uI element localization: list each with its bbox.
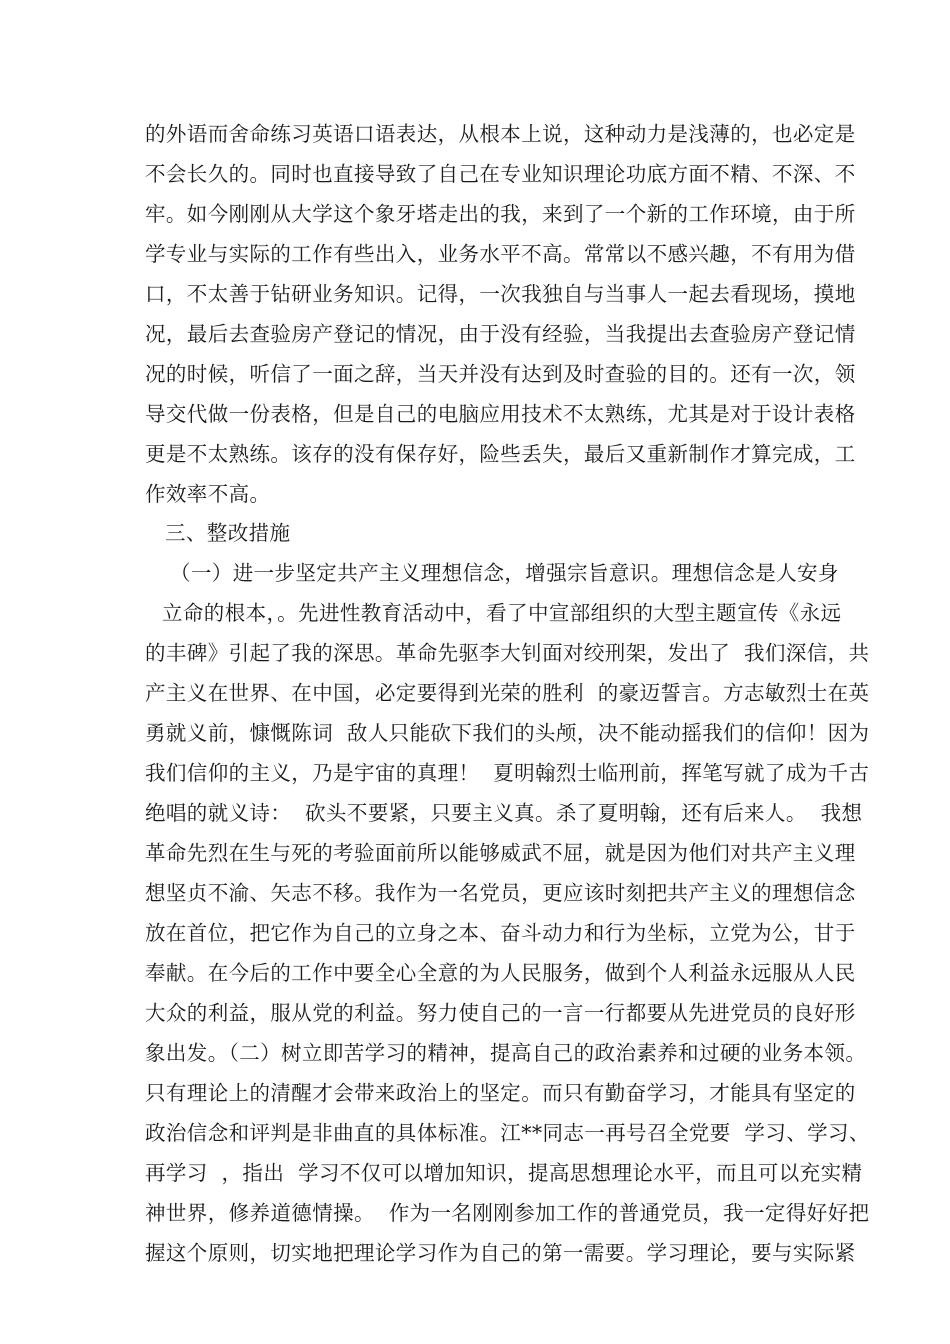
text-line: 我们信仰的主义，乃是宇宙的真理！ 夏明翰烈士临刑前，挥笔写就了成为千古 (145, 761, 870, 785)
text-line: 想坚贞不渝、矢志不移。我作为一名党员，更应该时刻把共产主义的理想信念 (145, 881, 856, 905)
text-line: 绝唱的就义诗： 砍头不要紧，只要主义真。杀了夏明翰，还有后来人。 我想 (145, 801, 863, 825)
text-line: 更是不太熟练。该存的没有保存好，险些丢失，最后又重新制作才算完成，工 (145, 442, 856, 466)
text-line: 象出发。（二）树立即苦学习的精神，提高自己的政治素养和过硬的业务本领。 (145, 1041, 867, 1065)
text-line: 况的时候，听信了一面之辞，当天并没有达到及时查验的目的。还有一次，领 (145, 362, 856, 386)
text-line: 勇就义前，慷慨陈词 敌人只能砍下我们的头颅，决不能动摇我们的信仰！因为 (145, 721, 870, 745)
text-line: 神世界，修养道德情操。 作为一名刚刚参加工作的普通党员，我一定得好好把 (145, 1201, 870, 1225)
text-line: 不会长久的。同时也直接导致了自己在专业知识理论功底方面不精、不深、不 (145, 162, 856, 186)
text-line: 的丰碑》引起了我的深思。革命先驱李大钊面对绞刑架，发出了 我们深信，共 (145, 641, 870, 665)
text-line: 奉献。在今后的工作中要全心全意的为人民服务，做到个人利益永远服从人民 (145, 961, 856, 985)
section-heading: 三、整改措施 (165, 521, 291, 545)
text-line: 大众的利益，服从党的利益。努力使自己的一言一行都要从先进党员的良好形 (145, 1001, 856, 1025)
text-line: 学专业与实际的工作有些出入，业务水平不高。常常以不感兴趣，不有用为借 (145, 242, 856, 266)
text-line: 口，不太善于钻研业务知识。记得，一次我独自与当事人一起去看现场，摸地 (145, 282, 856, 306)
text-line: 立命的根本，。先进性教育活动中，看了中宣部组织的大型主题宣传《永远 (162, 601, 842, 625)
text-line: 况，最后去查验房产登记的情况，由于没有经验，当我提出去查验房产登记情 (145, 322, 856, 346)
text-line: 再学习 ，指出 学习不仅可以增加知识，提高思想理论水平，而且可以充实精 (145, 1161, 863, 1185)
text-line: 只有理论上的清醒才会带来政治上的坚定。而只有勤奋学习，才能具有坚定的 (145, 1081, 856, 1105)
text-line: 牢。如今刚刚从大学这个象牙塔走出的我，来到了一个新的工作环境，由于所 (145, 202, 856, 226)
text-line: 政治信念和评判是非曲直的具体标准。江**同志一再号召全党要 学习、学习、 (145, 1121, 870, 1145)
text-line: 放在首位，把它作为自己的立身之本、奋斗动力和行为坐标，立党为公，甘于 (145, 921, 856, 945)
text-line: 产主义在世界、在中国，必定要得到光荣的胜利 的豪迈誓言。方志敏烈士在英 (145, 681, 870, 705)
text-line: 作效率不高。 (145, 482, 271, 506)
subsection-heading: （一）进一步坚定共产主义理想信念，增强宗旨意识。理想信念是人安身 (170, 561, 839, 585)
text-line: 的外语而舍命练习英语口语表达，从根本上说，这种动力是浅薄的，也必定是 (145, 122, 856, 146)
text-line: 握这个原则，切实地把理论学习作为自己的第一需要。学习理论，要与实际紧 (145, 1241, 856, 1265)
text-line: 革命先烈在生与死的考验面前所以能够威武不屈，就是因为他们对共产主义理 (145, 841, 856, 865)
text-line: 导交代做一份表格，但是自己的电脑应用技术不太熟练，尤其是对于设计表格 (145, 402, 856, 426)
